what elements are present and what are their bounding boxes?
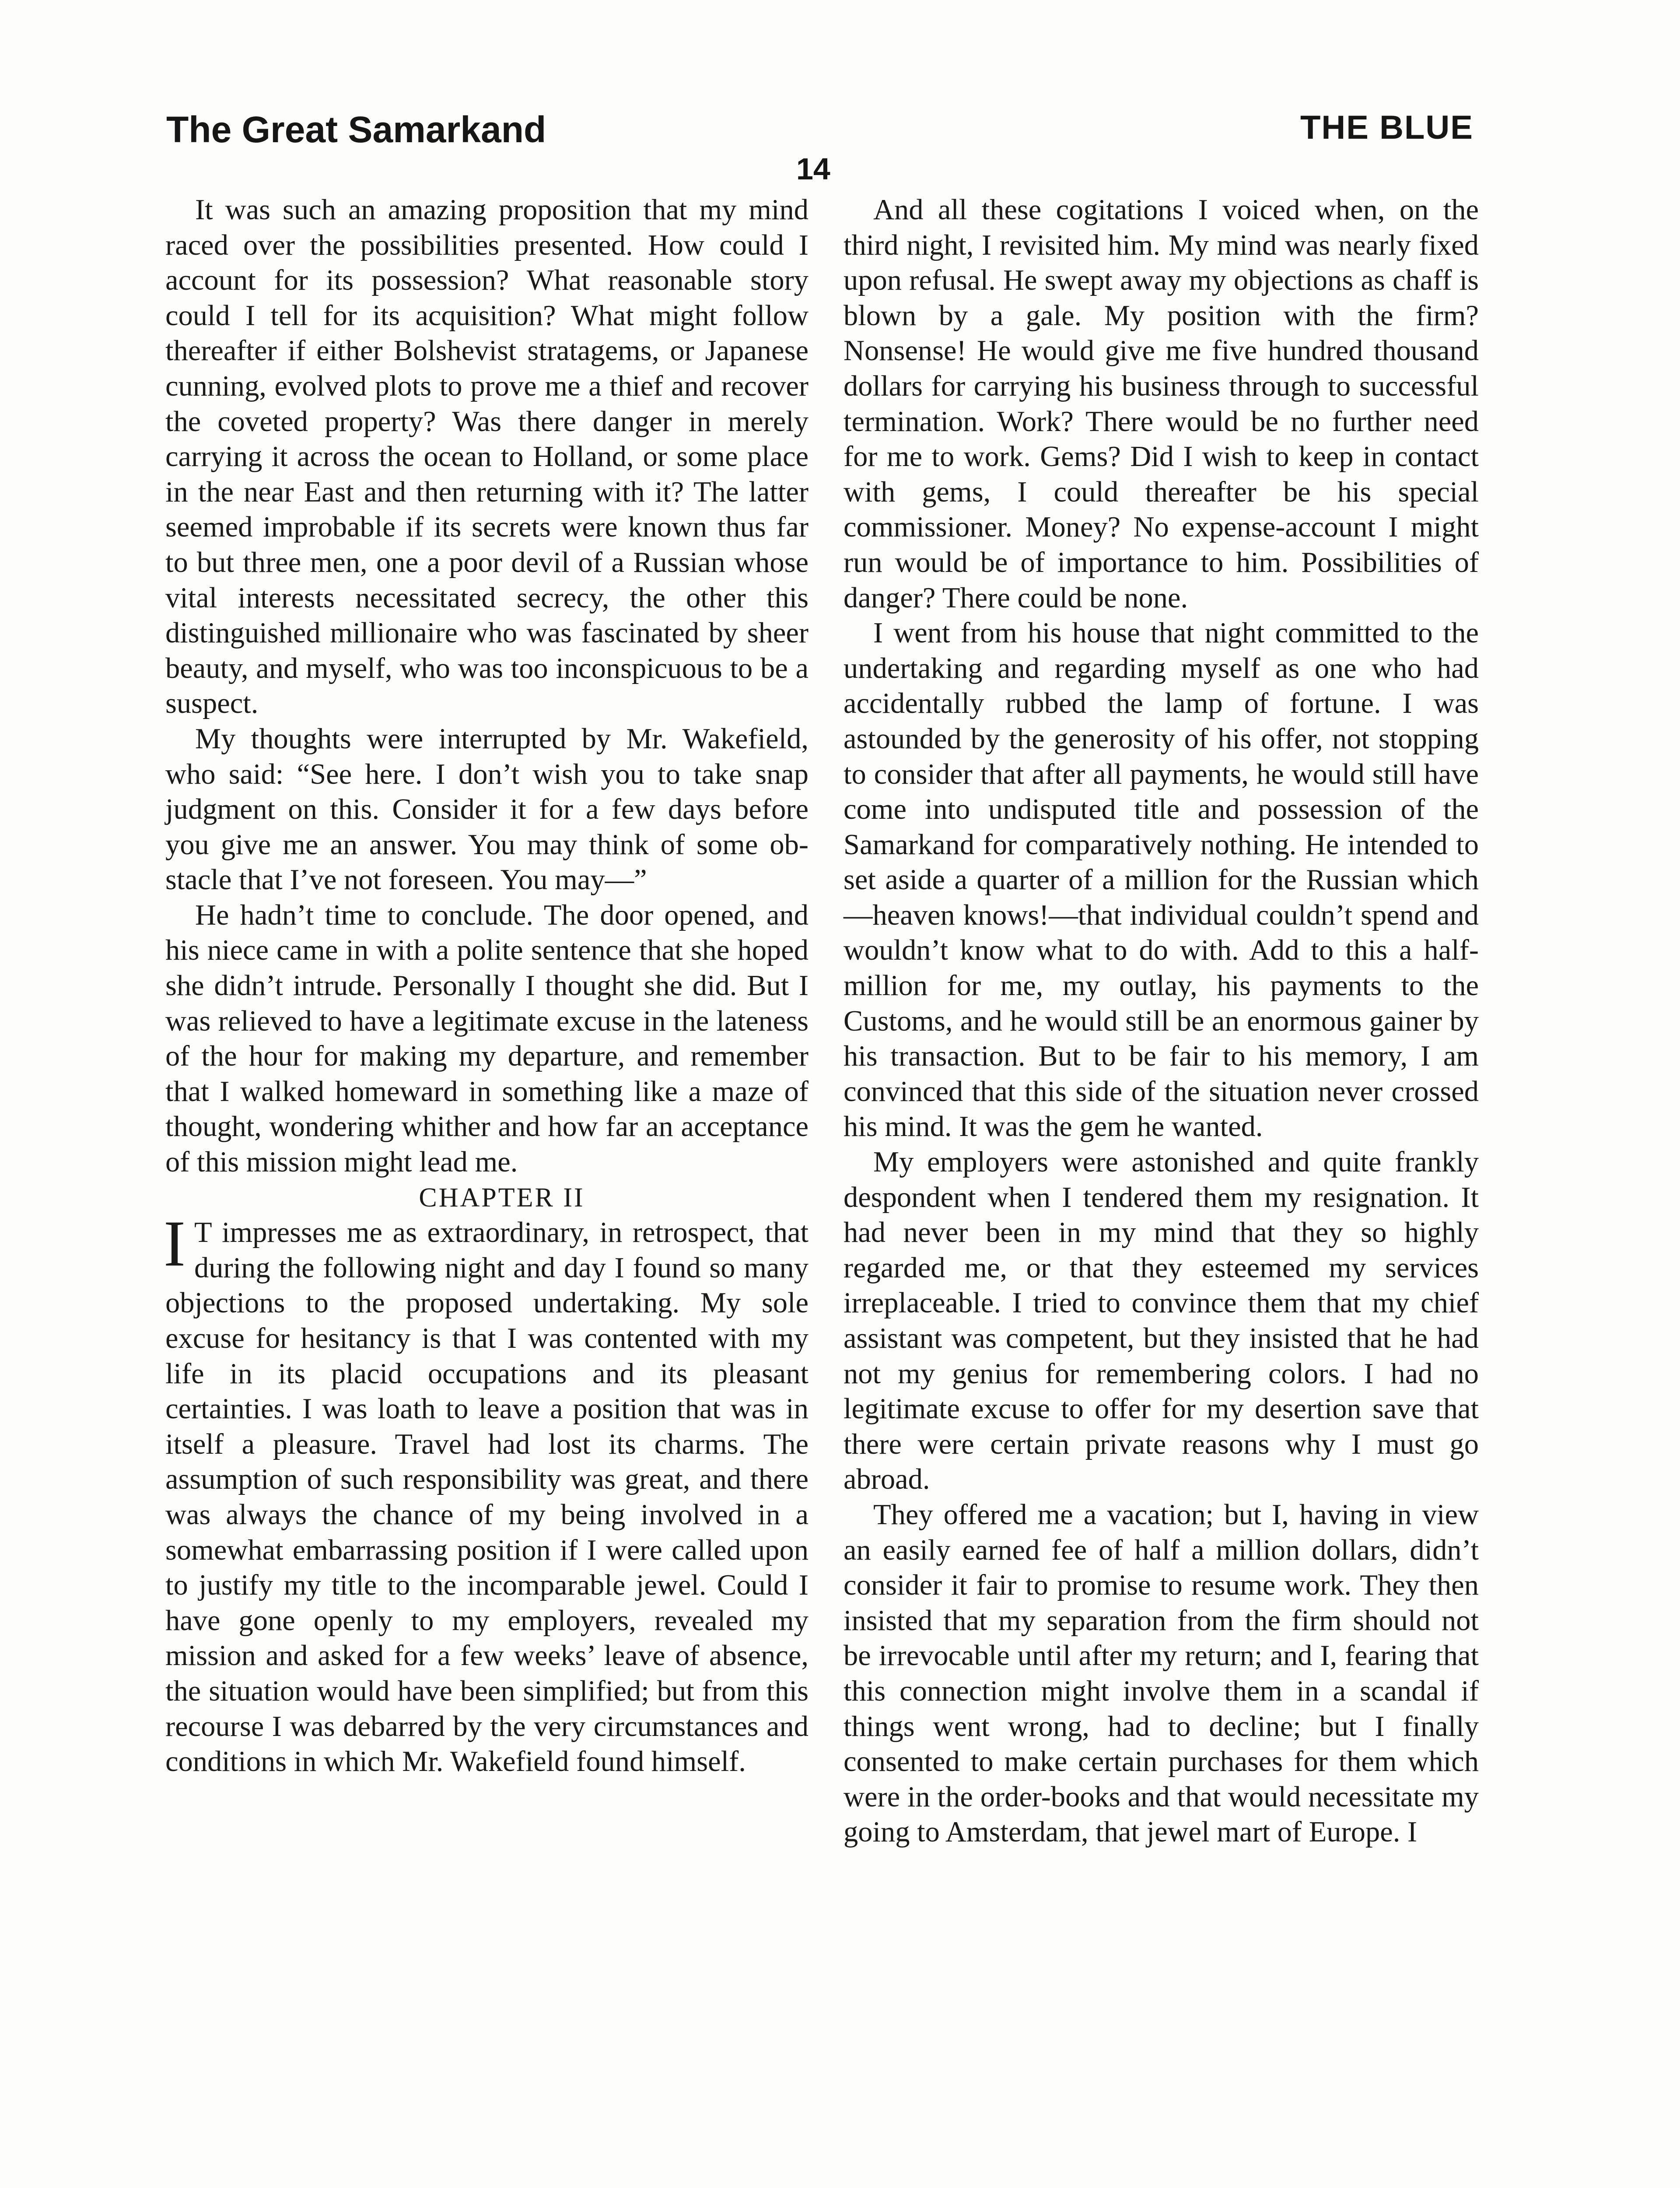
chapter-opening-paragraph bbox=[164, 1207, 808, 1780]
paragraph: It was such an amazing proposition that my mind raced over the possibilities presented. How could I account for its possession? What reasonable story could I tell for its acquisition? What might follow thereafter if either Bolshevist stratagems, or Japanese cunning, evolved plots to prove me a thief and recover the coveted property? Was there danger in merely carrying it across the ocean to Holland, or some place in the near East and then returning with it? The latter seemed improbable if its secrets were known thus far to but three men, one a poor devil of a Russian whose vital interests necessitated secrecy, the other this distinguished millionaire who was fascinated by sheer beauty, and myself, who was too inconspicuous to be a suspect. bbox=[165, 194, 808, 720]
page-number: 14 bbox=[796, 152, 830, 186]
story-title: The Great Samarkand bbox=[166, 109, 546, 150]
paragraph: And all these cogitations I voiced when, on the third night, I revisited him. My mind was nearly fixed upon refusal. He swept away my objections as chaff is blown by a gale. My position with the firm? Nonsense! He would give me five hundred thousand dollars for carrying his business through to successful termination. Work? There would be no further need for me to work. Gems? Did I wish to keep in contact with gems, I could thereafter be his special commissioner. Money? No expense-account I might run would be of importance to him. Possibilities of danger? There could be none. bbox=[844, 194, 1479, 614]
left-text-column bbox=[165, 193, 808, 1780]
chapter-opening-text: T impresses me as extraordinary, in retrospect, that during the following night and day I found so many objections to the proposed undertaking. My sole excuse for hesitancy is that I was contented with my life in its placid occupations and its pleasant certainties. I was loath to leave a position that was in itself a pleasure. Travel had lost its charms. The assumption of such responsibility was great, and there was always the chance of my being involved in a somewhat embarrassing position if I were called upon to justify my title to the incomparable jewel. Could I have gone openly to my employers, revealed my mission and asked for a few weeks’ leave of absence, the situation would have been simplified; but from this recourse I was debarred by the very circumstances and conditions in which Mr. Wakefield found himself. bbox=[165, 1217, 808, 1778]
drop-cap: I bbox=[164, 1207, 186, 1280]
paragraph: I went from his house that night committed to the undertaking and regarding myself as one who had accidentally rubbed the lamp of fortune. I was astounded by the generosity of his offer, not stopping to consider that after all payments, he would still have come into undisputed title and possession of the Samarkand for comparatively nothing. He intended to set aside a quarter of a million for the Russian which—heaven knows!—that individual couldn’t spend and wouldn’t know what to do with. Add to this a half-million for me, my outlay, his payments to the Customs, and he would still be an enormous gainer by his transaction. But to be fair to his memory, I am convinced that this side of the situation never crossed his mind. It was the gem he wanted. bbox=[844, 617, 1479, 1143]
chapter-heading: CHAPTER II bbox=[419, 1182, 585, 1213]
paragraph: My thoughts were interrupted by Mr. Wakefield, who said: “See here. I don’t wish you to take snap judgment on this. Consider it for a few days before you give me an answer. You may think of some obstacle that I’ve not foreseen. You may—” bbox=[165, 722, 808, 896]
paragraph: They offered me a vacation; but I, having in view an easily earned fee of half a million dollars, didn’t consider it fair to promise to resume work. They then insisted that my separation from the firm should not be irrevocable until after my return; and I, fearing that this connection might involve them in a scandal if things went wrong, had to decline; but I finally consented to make certain purchases for them which were in the order-books and that would necessitate my going to Amsterdam, that jewel mart of Europe. I bbox=[844, 1498, 1479, 1848]
right-text-column bbox=[844, 193, 1479, 1850]
paragraph: He hadn’t time to conclude. The door opened, and his niece came in with a polite sentence that she hoped she didn’t intrude. Personally I thought she did. But I was relieved to have a legitimate excuse in the lateness of the hour for making my departure, and remember that I walked homeward in something like a maze of thought, wondering whither and how far an acceptance of this mission might lead me. bbox=[165, 899, 808, 1178]
publication-title: THE BLUE bbox=[1300, 109, 1474, 146]
paragraph: My employers were astonished and quite frankly despondent when I tendered them my resignation. It had never been in my mind that they so highly regarded me, or that they esteemed my services irreplaceable. I tried to convince them that my chief assistant was competent, but they insisted that he had not my genius for remembering colors. I had no legitimate excuse to offer for my desertion save that there were certain private reasons why I must go abroad. bbox=[844, 1146, 1479, 1496]
